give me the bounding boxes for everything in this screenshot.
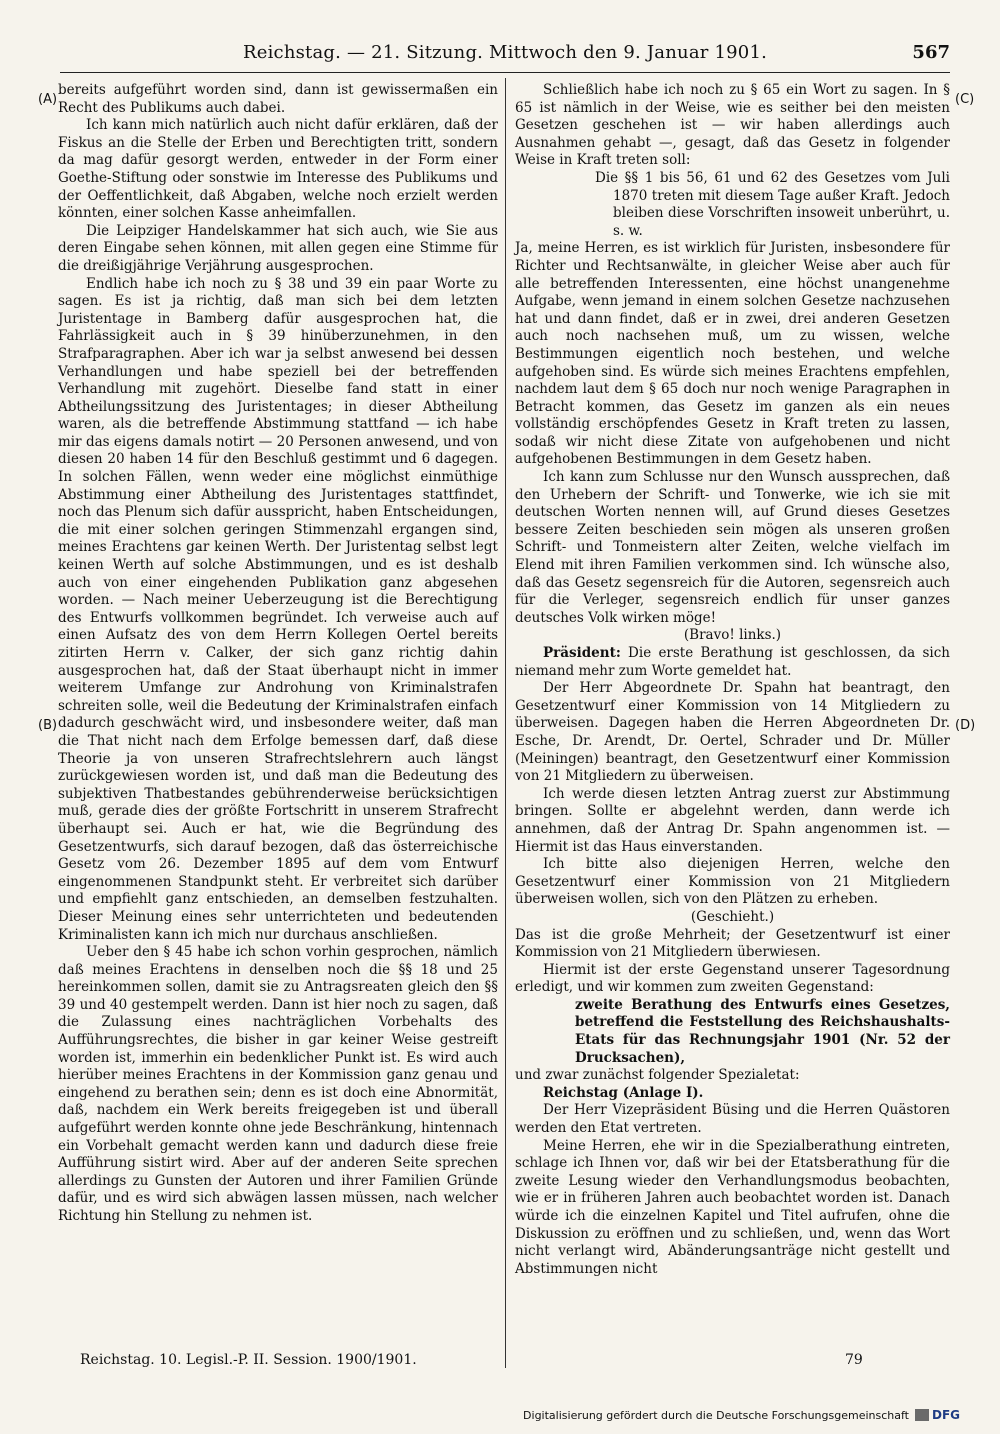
right-column-paragraph: Der Herr Vizepräsident Büsing und die Herren Quästoren werden den Etat vertreten.	[515, 1102, 950, 1137]
margin-marker-a: (A)	[38, 92, 58, 107]
right-column-paragraph: (Bravo! links.)	[683, 627, 782, 644]
statement-text: Die erste Berathung ist geschlossen, da sich niemand mehr zum Worte gemeldet hat.	[515, 645, 950, 679]
right-column-paragraph: Der Herr Abgeordnete Dr. Spahn hat beantragt, den Gesetzentwurf einer Kommission von 14 Mitgliedern zu überweisen. Dagegen haben die Herren Abgeordneten Dr. Esche, Dr. Arendt, Dr. Oertel, Schrader und Dr. Müller (Meiningen) beantragt, den Gesetzentwurf einer Kommission von 21 Mitgliedern zu überweisen.	[515, 680, 950, 785]
dfg-mark-icon	[915, 1409, 929, 1421]
sheet-number: 79	[845, 1352, 863, 1368]
footer-reference: Reichstag. 10. Legisl.-P. II. Session. 1900/1901.	[80, 1352, 417, 1368]
dfg-logo-text: DFG	[931, 1408, 960, 1422]
header-rule	[60, 72, 950, 73]
speaker-name: Präsident:	[543, 645, 621, 661]
right-column-paragraph: Schließlich habe ich noch zu § 65 ein Wort zu sagen. In § 65 ist nämlich in der Weise, wie es seither bei den meisten Gesetzen geschehen ist — wir haben allerdings auch Ausnahmen gehabt —, gesagt, daß das Gesetz in folgender Weise in Kraft treten soll:	[515, 82, 950, 169]
right-column-paragraph: (Geschieht.)	[690, 908, 775, 925]
right-column-paragraph: Ich bitte also diejenigen Herren, welche den Gesetzentwurf einer Kommission von 21 Mitgliedern überweisen wollen, sich von den Plätzen zu erheben.	[515, 856, 950, 908]
left-column-paragraph: Endlich habe ich noch zu § 38 und 39 ein paar Worte zu sagen. Es ist ja richtig, daß man sich bei dem letzten Juristentage in Bamberg dafür ausgesprochen hat, die Fahrlässigkeit auch in § 39 hinüberzunehmen, in den Strafparagraphen. Aber ich war ja selbst anwesend bei dessen Verhandlungen und habe speziell bei der betreffenden Verhandlung mit zugehört. Dieselbe fand statt in einer Abtheilungssitzung des Juristentages; in dieser Abtheilung waren, als die betreffende Abstimmung stattfand — ich habe mir das eigens damals notirt — 20 Personen anwesend, und von diesen 20 haben 14 für den Beschluß gestimmt und 6 dagegen. In solchen Fällen, wenn weder eine möglichst einmüthige Abstimmung einer Abtheilung des Juristentages stattfindet, noch das Plenum sich dafür ausspricht, haben Entscheidungen, die mit einer solchen geringen Stimmenzahl ergangen sind, meines Erachtens gar keinen Werth. Der Juristentag selbst legt keinen Werth auf solche Abstimmungen, und es ist deshalb auch von einer eingehenden Publikation ganz abgesehen worden. — Nach meiner Ueberzeugung ist die Berechtigung des Entwurfs vollkommen begründet. Ich verweise auch auf einen Aufsatz des von dem Herrn Kollegen Oertel bereits zitirten Herrn v. Calker, der sich ganz richtig dahin ausgesprochen hat, daß der Staat überhaupt nicht in immer weiterem Umfange zur Androhung von Kriminalstrafen schreiten solle, weil die Bedeutung der Kriminalstrafen einfach dadurch geschwächt wird, und insbesondere weiter, daß man die That nicht nach dem Erfolge bemessen darf, daß diese Theorie ja von unseren Strafrechtslehrern auch längst zurückgewiesen worden ist, und daß man die Bedeutung des subjektiven Thatbestandes gebührenderweise berücksichtigen muß, gerade dies der größte Fortschritt in unserem Strafrecht überhaupt sei. Auch er hat, wie die Begründung des Gesetzentwurfs, sich darauf bezogen, daß das österreichische Gesetz vom 26. Dezember 1895 auf dem vom Entwurf eingenommenen Standpunkt steht. Er verbreitet sich darüber und empfiehlt ganz entschieden, an demselben festzuhalten. Dieser Meinung eines sehr unterrichteten und bedeutenden Kriminalisten kann ich mich nur durchaus anschließen.	[58, 275, 498, 943]
right-column-paragraph: Ich werde diesen letzten Antrag zuerst zur Abstimmung bringen. Sollte er abgelehnt werden, dann werde ich annehmen, daß der Antrag Dr. Spahn angenommen ist. — Hiermit ist das Haus einverstanden.	[515, 785, 950, 855]
right-column-paragraph: und zwar zunächst folgender Spezialetat:	[515, 1067, 800, 1084]
page-header	[60, 40, 950, 70]
column-divider	[505, 78, 506, 1368]
margin-marker-b: (B)	[38, 718, 58, 733]
left-column-paragraph: Ueber den § 45 habe ich schon vorhin gesprochen, nämlich daß meines Erachtens in denselben noch die §§ 18 und 25 hereinkommen sollen, damit sie zu Antragsreaten gleich den §§ 39 und 40 gestempelt werden. Dann ist hier noch zu sagen, daß die Zulassung eines nachträglichen Vorbehalts des Aufführungsrechtes, die bisher in gar keiner Weise gestreift worden ist, immerhin ein bedenklicher Punkt ist. Es wird auch hierüber meines Erachtens in der Kommission ganz genau und eingehend zu berathen sein; denn es ist doch eine Abnormität, daß, nachdem ein Werk bereits freigegeben ist und überall aufgeführt werden konnte ohne jede Beschränkung, hintennach ein Vorbehalt gemacht werden kann und dadurch diese freie Aufführung sistirt wird. Aber auf der anderen Seite sprechen allerdings zu Gunsten der Autoren und ihrer Familien Gründe dafür, und es wird sich abwägen lassen müssen, nach welcher Richtung hin Stellung zu nehmen ist.	[58, 944, 498, 1224]
right-column-paragraph: Das ist die große Mehrheit; der Gesetzentwurf ist einer Kommission von 21 Mitgliedern überwiesen.	[515, 926, 950, 961]
credit-text: Digitalisierung gefördert durch die Deutsche Forschungsgemeinschaft	[523, 1408, 909, 1422]
right-column-paragraph: zweite Berathung des Entwurfs eines Gesetzes, betreffend die Feststellung des Reichshaushalts-Etats für das Rechnungsjahr 1901 (Nr. 52 der Drucksachen),	[575, 996, 950, 1066]
left-column-paragraph: bereits aufgeführt worden sind, dann ist gewissermaßen ein Recht des Publikums auch dabei.	[58, 82, 498, 116]
digitization-credit	[523, 1408, 960, 1422]
page-title: Reichstag. — 21. Sitzung. Mittwoch den 9. Januar 1901.	[242, 42, 768, 63]
left-column-paragraph: Ich kann mich natürlich auch nicht dafür erklären, daß der Fiskus an die Stelle der Erben und Berechtigten tritt, sondern da mag dafür gesorgt werden, entweder in der Form einer Goethe-Stiftung oder sonstwie im Interesse des Publikums und der Oeffentlichkeit, daß Abgaben, welche noch erzielt werden könnten, einer solchen Kasse anheimfallen.	[58, 117, 498, 222]
right-column-president-statement	[515, 645, 950, 680]
right-column-paragraph: Meine Herren, ehe wir in die Spezialberathung eintreten, schlage ich Ihnen vor, daß wir bei der Etatsberathung für die zweite Lesung wieder den Verhandlungsmodus beobachten, wie er in früheren Jahren auch beobachtet worden ist. Danach würde ich die einzelnen Kapitel und Titel aufrufen, ohne die Diskussion zu eröffnen und zu schließen, und, wenn das Wort nicht verlangt wird, Abänderungsanträge nicht gestellt und Abstimmungen nicht	[515, 1137, 950, 1277]
right-column-paragraph: Die §§ 1 bis 56, 61 und 62 des Gesetzes vom Juli 1870 treten mit diesem Tage außer Kraft. Jedoch bleiben diese Vorschriften insoweit unberührt, u. s. w.	[595, 169, 950, 239]
left-column-paragraph: Die Leipziger Handelskammer hat sich auch, wie Sie aus deren Eingabe sehen können, mit allen gegen eine Stimme für die dreißigjährige Verjährung ausgesprochen.	[58, 222, 498, 274]
margin-marker-c: (C)	[955, 92, 975, 107]
right-column-paragraph: Hiermit ist der erste Gegenstand unserer Tagesordnung erledigt, und wir kommen zum zweiten Gegenstand:	[515, 961, 950, 996]
heading-text: Reichstag (Anlage I).	[543, 1084, 704, 1101]
right-column-section-heading	[515, 1085, 950, 1103]
right-column	[515, 82, 950, 1278]
left-column	[58, 82, 498, 1226]
right-column-paragraph: Ich kann zum Schlusse nur den Wunsch aussprechen, daß den Urhebern der Schrift- und Tonwerke, wie ich sie mit deutschen Worten nennen will, auf Grund dieses Gesetzes bessere Zeiten beschieden sein mögen als unseren großen Schrift- und Tonmeistern alter Zeiten, welche vielfach im Elend mit ihren Familien verkommen sind. Ich wünsche also, daß das Gesetz segensreich für die Autoren, segensreich auch für die Verleger, segensreich endlich für unser ganzes deutsches Volk wirken möge!	[515, 469, 950, 626]
dfg-logo	[915, 1408, 960, 1422]
page-number: 567	[912, 42, 950, 63]
right-column-paragraph: Ja, meine Herren, es ist wirklich für Juristen, insbesondere für Richter und Rechtsanwälte, in gleicher Weise aber auch für alle betreffenden Interessenten, eine höchst unangenehme Aufgabe, wenn jemand in einem solchen Gesetze nachzusehen hat und dann findet, daß er in zwei, drei anderen Gesetzen auch noch nachsehen muß, um zu wissen, welche Bestimmungen eigentlich noch bestehen, und welche aufgehoben sind. Es würde sich meines Erachtens empfehlen, nachdem laut dem § 65 doch nur noch wenige Paragraphen in Betracht kommen, das Gesetz im ganzen als ein neues vollständig erschöpfendes Gesetz in Kraft treten zu lassen, sodaß wir nicht diese Zitate von aufgehobenen und nicht aufgehobenen Bestimmungen in dem Gesetz haben.	[515, 240, 950, 468]
margin-marker-d: (D)	[955, 718, 976, 733]
